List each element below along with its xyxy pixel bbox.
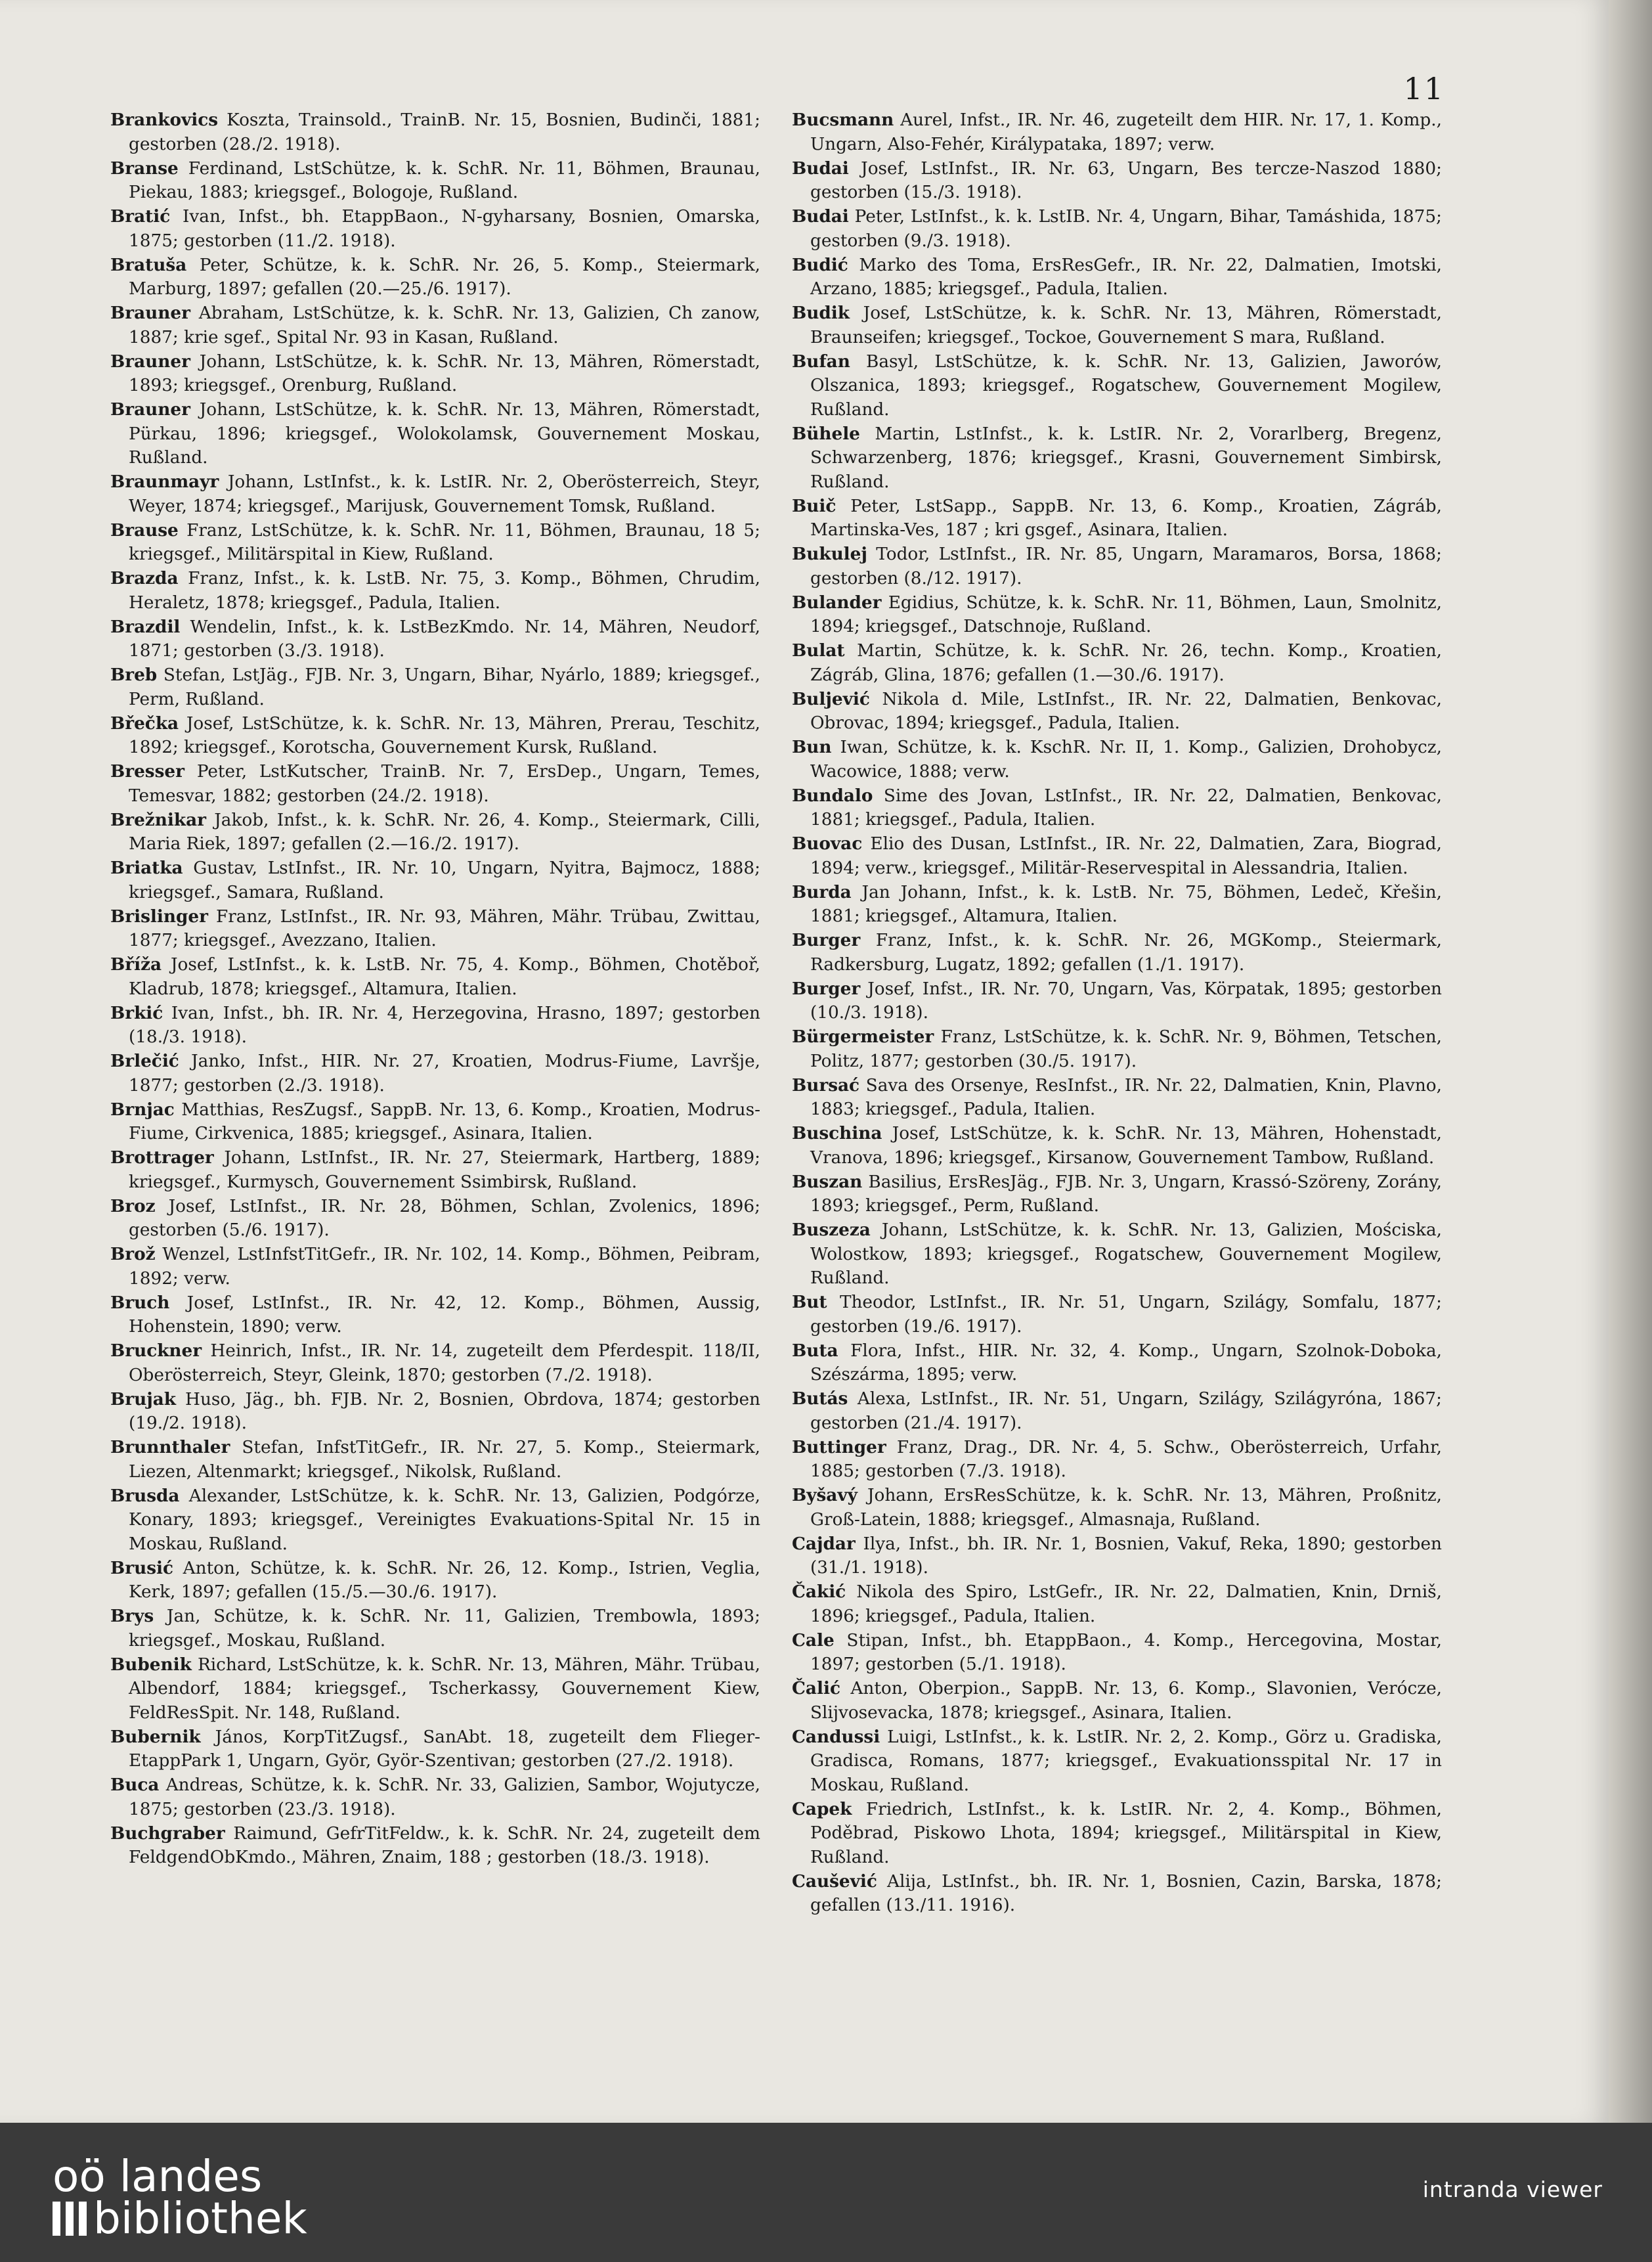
entry-surname: Capek: [792, 1798, 852, 1819]
register-entry: [110, 301, 760, 349]
register-entry: [110, 157, 760, 205]
entry-details: Martin, Schütze, k. k. SchR. Nr. 26, techn. Komp., Kroatien, Zágráb, Glina, 1876; gefallen (1.—30./6. 1917).: [810, 641, 1442, 685]
entry-details: Johann, LstInfst., IR. Nr. 27, Steiermark, Hartberg, 1889; kriegsgef., Kurmysch, Gouvernement Ssimbirsk, Rußland.: [129, 1148, 760, 1192]
entry-details: Anton, Schütze, k. k. SchR. Nr. 26, 12. Komp., Istrien, Veglia, Kerk, 1897; gefallen (15./5.—30./6. 1917).: [129, 1558, 760, 1602]
entry-surname: Bursać: [792, 1075, 860, 1096]
register-entry: [110, 856, 760, 904]
entry-surname: Broz: [110, 1195, 156, 1216]
entry-details: Raimund, GefrTitFeldw., k. k. SchR. Nr. 24, zugeteilt dem FeldgendObKmdo., Mähren, Znaim, 188 ; gestorben (18./3. 1918).: [129, 1823, 760, 1867]
entry-details: Ivan, Infst., bh. IR. Nr. 4, Herzegovina, Hrasno, 1897; gestorben (18./3. 1918).: [129, 1003, 760, 1047]
entry-surname: Butás: [792, 1388, 848, 1409]
entry-details: Josef, LstInfst., k. k. LstB. Nr. 75, 4. Komp., Böhmen, Chotěboř, Kladrub, 1878; kriegsgef., Altamura, Italien.: [129, 955, 760, 999]
entry-details: Egidius, Schütze, k. k. SchR. Nr. 11, Böhmen, Laun, Smolnitz, 1894; kriegsgef., Datschnoje, Rußland.: [810, 592, 1442, 636]
register-entry: [110, 1098, 760, 1146]
entry-details: Basyl, LstSchütze, k. k. SchR. Nr. 13, Galizien, Jaworów, Olszanica, 1893; kriegsgef., Rogatschew, Gouvernement Mogilew, Rußland.: [810, 351, 1442, 420]
entry-surname: Brkić: [110, 1002, 163, 1023]
entry-surname: Břečka: [110, 713, 179, 734]
register-entry: [792, 929, 1442, 977]
entry-surname: Bürgermeister: [792, 1027, 934, 1047]
entry-surname: Brauner: [110, 303, 190, 323]
entry-surname: Bun: [792, 737, 832, 757]
register-entry: [792, 1532, 1442, 1580]
entry-details: Peter, Schütze, k. k. SchR. Nr. 26, 5. Komp., Steiermark, Marburg, 1897; gefallen (20.—25./6. 1917).: [129, 255, 760, 299]
register-entry: [792, 1170, 1442, 1218]
entry-surname: Briatka: [110, 858, 183, 878]
entry-details: Iwan, Schütze, k. k. KschR. Nr. II, 1. Komp., Galizien, Drohobycz, Wacowice, 1888; verw.: [810, 738, 1442, 782]
entry-surname: Brause: [110, 520, 179, 541]
register-entry: [792, 1725, 1442, 1798]
register-entry: [792, 639, 1442, 687]
entry-details: Ilya, Infst., bh. IR. Nr. 1, Bosnien, Vakuf, Reka, 1890; gestorben (31./1. 1918).: [810, 1534, 1442, 1578]
register-entry: [792, 1218, 1442, 1291]
entry-surname: Bufan: [792, 351, 850, 372]
entry-surname: Brujak: [110, 1388, 176, 1409]
register-entry: [792, 495, 1442, 543]
entry-surname: Buovac: [792, 833, 863, 854]
entry-surname: Buca: [110, 1775, 160, 1795]
register-entry: [792, 688, 1442, 736]
register-entry: [110, 205, 760, 253]
register-entry: [110, 1436, 760, 1484]
entry-surname: Candussi: [792, 1726, 880, 1747]
entry-details: Franz, LstSchütze, k. k. SchR. Nr. 9, Böhmen, Tetschen, Politz, 1877; gestorben (30./5. 1917).: [810, 1027, 1442, 1071]
entry-details: Johann, LstSchütze, k. k. SchR. Nr. 13, Mähren, Römerstadt, 1893; kriegsgef., Orenburg, Rußland.: [129, 351, 760, 395]
entry-details: Wenzel, LstInfstTitGefr., IR. Nr. 102, 14. Komp., Böhmen, Peibram, 1892; verw.: [129, 1245, 760, 1289]
entry-details: Johann, LstInfst., k. k. LstIR. Nr. 2, Oberösterreich, Steyr, Weyer, 1874; kriegsgef., Marijusk, Gouvernement Tomsk, Rußland.: [129, 472, 760, 516]
register-entry: [110, 1002, 760, 1050]
entry-details: Aurel, Infst., IR. Nr. 46, zugeteilt dem HIR. Nr. 17, 1. Komp., Ungarn, Also-Fehér, Királypataka, 1897; verw.: [810, 110, 1442, 154]
register-entry: [792, 1870, 1442, 1918]
register-entry: [110, 1822, 760, 1870]
entry-details: Wendelin, Infst., k. k. LstBezKmdo. Nr. 14, Mähren, Neudorf, 1871; gestorben (3./3. 1918).: [129, 617, 760, 661]
entry-surname: Buszan: [792, 1171, 863, 1192]
entry-surname: Branse: [110, 158, 179, 179]
logo-line-1: oö landes: [53, 2151, 263, 2202]
entry-surname: Bubernik: [110, 1726, 201, 1747]
entry-surname: Brunnthaler: [110, 1437, 230, 1457]
register-entry: [792, 977, 1442, 1025]
register-entry: [792, 591, 1442, 639]
logo-line-2: bibliothek: [93, 2193, 307, 2244]
register-entry: [110, 1291, 760, 1339]
entry-details: Marko des Toma, ErsResGefr., IR. Nr. 22, Dalmatien, Imotski, Arzano, 1885; kriegsgef., Padula, Italien.: [810, 255, 1442, 299]
register-entry: [110, 398, 760, 470]
register-entry: [110, 519, 760, 567]
entry-details: Peter, LstKutscher, TrainB. Nr. 7, ErsDep., Ungarn, Temes, Temesvar, 1882; gestorben (24./2. 1918).: [129, 762, 760, 806]
register-entry: [110, 905, 760, 953]
register-entry: [110, 1050, 760, 1098]
register-entry: [110, 108, 760, 156]
library-logo[interactable]: [53, 2151, 307, 2244]
register-entry: [110, 1653, 760, 1725]
entry-details: Gustav, LstInfst., IR. Nr. 10, Ungarn, Nyitra, Bajmocz, 1888; kriegsgef., Samara, Rußland.: [129, 858, 760, 902]
entry-surname: Bruch: [110, 1292, 170, 1313]
register-entry: [110, 1605, 760, 1652]
entry-surname: Buič: [792, 495, 837, 516]
viewer-brand-label: intranda viewer: [1422, 2177, 1603, 2202]
entry-surname: Bukulej: [792, 544, 867, 564]
entry-surname: Brežnikar: [110, 809, 206, 830]
register-entry: [110, 712, 760, 760]
entry-details: Stefan, InfstTitGefr., IR. Nr. 27, 5. Komp., Steiermark, Liezen, Altenmarkt; kriegsgef., Nikolsk, Rußland.: [129, 1438, 760, 1482]
entry-details: Franz, Infst., k. k. LstB. Nr. 75, 3. Komp., Böhmen, Chrudim, Heraletz, 1878; kriegsgef., Padula, Italien.: [129, 569, 760, 613]
page-edge-shadow: [1609, 0, 1652, 2123]
entry-surname: Bundalo: [792, 785, 873, 806]
entry-details: Peter, LstSapp., SappB. Nr. 13, 6. Komp., Kroatien, Zágráb, Martinska-Ves, 187 ; kri gsgef., Asinara, Italien.: [810, 496, 1442, 540]
entry-details: Alija, LstInfst., bh. IR. Nr. 1, Bosnien, Cazin, Barska, 1878; gefallen (13./11. 1916).: [810, 1871, 1442, 1915]
entry-details: Koszta, Trainsold., TrainB. Nr. 15, Bosnien, Budinči, 1881; gestorben (28./2. 1918).: [129, 110, 760, 154]
register-entry: [110, 615, 760, 663]
register-entry: [792, 1074, 1442, 1122]
entry-details: Stefan, LstJäg., FJB. Nr. 3, Ungarn, Bihar, Nyárlo, 1889; kriegsgef., Perm, Rußland.: [129, 665, 760, 709]
register-entry: [792, 108, 1442, 156]
entry-details: Stipan, Infst., bh. EtappBaon., 4. Komp., Hercegovina, Mostar, 1897; gestorben (5./1. 1918).: [810, 1630, 1442, 1674]
register-entry: [792, 1025, 1442, 1073]
register-entry: [792, 422, 1442, 495]
entry-details: Basilius, ErsResJäg., FJB. Nr. 3, Ungarn, Krassó-Szöreny, Zorány, 1893; kriegsgef., Perm, Rußland.: [810, 1172, 1442, 1216]
entry-details: Anton, Oberpion., SappB. Nr. 13, 6. Komp., Slavonien, Verócze, Slijvosevacka, 1878; kriegsgef., Asinara, Italien.: [810, 1679, 1442, 1723]
entry-surname: Buszeza: [792, 1220, 871, 1240]
entry-details: Janko, Infst., HIR. Nr. 27, Kroatien, Modrus-Fiume, Lavršje, 1877; gestorben (2./3. 1918).: [129, 1052, 760, 1096]
entry-surname: Breb: [110, 665, 158, 685]
register-entry: [110, 809, 760, 856]
entry-details: Huso, Jäg., bh. FJB. Nr. 2, Bosnien, Obrdova, 1874; gestorben (19./2. 1918).: [129, 1389, 760, 1433]
entry-surname: Brnjac: [110, 1099, 175, 1120]
entry-surname: Budai: [792, 206, 849, 227]
register-entry: [110, 1484, 760, 1557]
register-entry: [110, 1339, 760, 1387]
entry-surname: Buschina: [792, 1123, 882, 1143]
entry-details: Franz, LstSchütze, k. k. SchR. Nr. 11, Böhmen, Braunau, 18 5; kriegsgef., Militärspital in Kiew, Rußland.: [129, 520, 760, 564]
entry-surname: Budik: [792, 303, 850, 323]
entry-details: Jan Johann, Infst., k. k. LstB. Nr. 75, Böhmen, Ledeč, Křešin, 1881; kriegsgef., Altamura, Italien.: [810, 882, 1442, 926]
register-entry: [792, 1291, 1442, 1339]
entry-details: Johann, ErsResSchütze, k. k. SchR. Nr. 13, Mähren, Proßnitz, Groß-Latein, 1888; kriegsgef., Almasnaja, Rußland.: [810, 1486, 1442, 1530]
register-entry: [792, 1629, 1442, 1677]
entry-details: Franz, Drag., DR. Nr. 4, 5. Schw., Oberösterreich, Urfahr, 1885; gestorben (7./3. 1918).: [810, 1437, 1442, 1481]
entry-surname: Bruckner: [110, 1341, 202, 1361]
entry-details: Franz, LstInfst., IR. Nr. 93, Mähren, Mähr. Trübau, Zwittau, 1877; kriegsgef., Avezzano, Italien.: [129, 906, 760, 950]
entry-surname: Bulat: [792, 640, 845, 661]
entry-surname: Budić: [792, 254, 848, 275]
entry-surname: Burger: [792, 978, 861, 999]
entry-surname: Brazdil: [110, 616, 181, 637]
entry-surname: Brusda: [110, 1485, 180, 1506]
entry-details: Josef, LstSchütze, k. k. SchR. Nr. 13, Mähren, Hohenstadt, Vranova, 1896; kriegsgef., Kirsanow, Gouvernement Tambow, Rußland.: [810, 1124, 1442, 1168]
entry-surname: Bříža: [110, 954, 162, 975]
entry-details: Johann, LstSchütze, k. k. SchR. Nr. 13, Galizien, Mościska, Wolostkow, 1893; kriegsgef., Rogatschew, Gouvernement Mogilew, Rußland.: [810, 1220, 1442, 1288]
entry-details: Flora, Infst., HIR. Nr. 32, 4. Komp., Ungarn, Szolnok-Doboka, Szészárma, 1895; verw.: [810, 1341, 1442, 1385]
entry-surname: Bucsmann: [792, 110, 894, 130]
entry-surname: Cajdar: [792, 1533, 856, 1554]
entry-details: Josef, LstInfst., IR. Nr. 63, Ungarn, Bes tercze-Naszod 1880; gestorben (15./3. 1918).: [810, 158, 1442, 202]
register-entry: [792, 1484, 1442, 1532]
register-entry: [792, 736, 1442, 784]
register-entry: [792, 1580, 1442, 1628]
entry-details: Nikola des Spiro, LstGefr., IR. Nr. 22, Dalmatien, Knin, Drniš, 1896; kriegsgef., Padula, Italien.: [810, 1582, 1442, 1626]
entry-details: Abraham, LstSchütze, k. k. SchR. Nr. 13, Galizien, Ch zanow, 1887; krie sgef., Spital Nr. 93 in Kasan, Rußland.: [129, 303, 760, 347]
register-entry: [792, 301, 1442, 349]
register-entry: [110, 1773, 760, 1821]
entry-details: Johann, LstSchütze, k. k. SchR. Nr. 13, Mähren, Römerstadt, Pürkau, 1896; kriegsgef., Wolokolamsk, Gouvernement Moskau, Rußland.: [129, 400, 760, 468]
entry-details: Andreas, Schütze, k. k. SchR. Nr. 33, Galizien, Sambor, Wojutycze, 1875; gestorben (23./3. 1918).: [129, 1775, 760, 1819]
register-entry: [792, 1339, 1442, 1387]
entry-surname: But: [792, 1292, 827, 1312]
entry-surname: Cale: [792, 1630, 835, 1651]
entry-surname: Čalić: [792, 1678, 840, 1698]
entry-details: Josef, Infst., IR. Nr. 70, Ungarn, Vas, Körpatak, 1895; gestorben (10./3. 1918).: [810, 979, 1442, 1023]
entry-surname: Bulander: [792, 592, 882, 613]
entry-details: Alexa, LstInfst., IR. Nr. 51, Ungarn, Szilágy, Szilágyróna, 1867; gestorben (21./4. 1917).: [810, 1389, 1442, 1433]
entry-details: János, KorpTitZugsf., SanAbt. 18, zugeteilt dem Flieger-EtappPark 1, Ungarn, Györ, Györ-Szentivan; gestorben (27./2. 1918).: [129, 1727, 760, 1771]
register-entry: [792, 205, 1442, 253]
register-entry: [792, 1436, 1442, 1484]
entry-surname: Bubenik: [110, 1654, 192, 1675]
entry-surname: Bratuša: [110, 254, 187, 275]
entry-details: Jakob, Infst., k. k. SchR. Nr. 26, 4. Komp., Steiermark, Cilli, Maria Riek, 1897; gefallen (2.—16./2. 1917).: [129, 810, 760, 854]
entry-details: Martin, LstInfst., k. k. LstIR. Nr. 2, Vorarlberg, Bregenz, Schwarzenberg, 1876; kriegsgef., Krasni, Gouvernement Simbirsk, Rußland.: [810, 424, 1442, 492]
entry-details: Franz, Infst., k. k. SchR. Nr. 26, MGKomp., Steiermark, Radkersburg, Lugatz, 1892; gefallen (1./1. 1917).: [810, 931, 1442, 975]
register-entry: [110, 350, 760, 398]
entry-surname: Braunmayr: [110, 472, 219, 492]
entry-surname: Čakić: [792, 1582, 846, 1602]
entry-details: Jan, Schütze, k. k. SchR. Nr. 11, Galizien, Trembowla, 1893; kriegsgef., Moskau, Rußland.: [129, 1607, 760, 1651]
entry-details: Richard, LstSchütze, k. k. SchR. Nr. 13, Mähren, Mähr. Trübau, Albendorf, 1884; kriegsgef., Tscherkassy, Gouvernement Kiew, FeldResSpit. Nr. 148, Rußland.: [129, 1654, 760, 1723]
entry-details: Peter, LstInfst., k. k. LstIB. Nr. 4, Ungarn, Bihar, Tamáshida, 1875; gestorben (9./3. 1918).: [810, 207, 1442, 251]
register-entry: [110, 1725, 760, 1773]
entry-details: Heinrich, Infst., IR. Nr. 14, zugeteilt dem Pferdespit. 118/II, Oberösterreich, Steyr, Gleink, 1870; gestorben (7./2. 1918).: [129, 1341, 760, 1385]
register-entry: [792, 784, 1442, 832]
viewer-footer: [0, 2123, 1652, 2262]
entry-details: Luigi, LstInfst., k. k. LstIR. Nr. 2, 2. Komp., Görz u. Gradiska, Gradisca, Romans, 1877; kriegsgef., Evakuationsspital Nr. 17 in Moskau, Rußland.: [810, 1727, 1442, 1795]
entry-surname: Bresser: [110, 761, 185, 782]
entry-surname: Brauner: [110, 399, 190, 420]
entry-details: Alexander, LstSchütze, k. k. SchR. Nr. 13, Galizien, Podgórze, Konary, 1893; kriegsgef., Vereinigtes Evakuations-Spital Nr. 15 in Moskau, Rußland.: [129, 1486, 760, 1554]
register-entry: [110, 1146, 760, 1194]
logo-line-2-wrap: [53, 2193, 307, 2244]
entry-surname: Brož: [110, 1244, 156, 1264]
entry-details: Josef, LstInfst., IR. Nr. 28, Böhmen, Schlan, Zvolenics, 1896; gestorben (5./6. 1917).: [129, 1196, 760, 1240]
register-entry: [110, 1388, 760, 1436]
entry-details: Sime des Jovan, LstInfst., IR. Nr. 22, Dalmatien, Benkovac, 1881; kriegsgef., Padula, Italien.: [810, 786, 1442, 830]
entry-surname: Brislinger: [110, 906, 208, 927]
register-entry: [110, 1243, 760, 1291]
register-entry: [792, 1387, 1442, 1435]
register-entry: [110, 567, 760, 615]
register-entry: [110, 470, 760, 518]
left-column: [110, 108, 760, 1870]
entry-details: Josef, LstSchütze, k. k. SchR. Nr. 13, Mähren, Prerau, Teschitz, 1892; kriegsgef., Korotscha, Gouvernement Kursk, Rußland.: [129, 713, 760, 757]
entry-surname: Brottrager: [110, 1147, 214, 1168]
entry-details: Elio des Dusan, LstInfst., IR. Nr. 22, Dalmatien, Zara, Biograd, 1894; verw., kriegsgef., Militär-Reservespital in Alessandria, Italien.: [810, 834, 1442, 878]
register-entry: [792, 1122, 1442, 1170]
entry-surname: Burger: [792, 930, 861, 950]
entry-details: Ivan, Infst., bh. EtappBaon., N-gyharsany, Bosnien, Omarska, 1875; gestorben (11./2. 1918).: [129, 207, 760, 251]
entry-surname: Buljević: [792, 688, 870, 709]
entry-surname: Caušević: [792, 1871, 877, 1892]
register-entry: [792, 350, 1442, 422]
register-entry: [110, 1557, 760, 1605]
entry-details: Ferdinand, LstSchütze, k. k. SchR. Nr. 11, Böhmen, Braunau, Piekau, 1883; kriegsgef., Bologoje, Rußland.: [129, 158, 760, 202]
entry-details: Theodor, LstInfst., IR. Nr. 51, Ungarn, Szilágy, Somfalu, 1877; gestorben (19./6. 1917).: [810, 1293, 1442, 1337]
entry-details: Matthias, ResZugsf., SappB. Nr. 13, 6. Komp., Kroatien, Modrus-Fiume, Cirkvenica, 1885; kriegsgef., Asinara, Italien.: [129, 1099, 760, 1143]
entry-details: Todor, LstInfst., IR. Nr. 85, Ungarn, Maramaros, Borsa, 1868; gestorben (8./12. 1917).: [810, 544, 1442, 588]
register-entry: [110, 663, 760, 711]
entry-details: Josef, LstSchütze, k. k. SchR. Nr. 13, Mähren, Römerstadt, Braunseifen; kriegsgef., Tockoe, Gouvernement S mara, Rußland.: [810, 303, 1442, 347]
entry-surname: Buttinger: [792, 1436, 886, 1457]
entry-surname: Budai: [792, 158, 849, 179]
register-entry: [110, 953, 760, 1001]
register-entry: [110, 1195, 760, 1243]
entry-surname: Bühele: [792, 423, 860, 444]
entry-surname: Brauner: [110, 351, 190, 372]
entry-surname: Brlečić: [110, 1051, 179, 1071]
entry-details: Friedrich, LstInfst., k. k. LstIR. Nr. 2, 4. Komp., Böhmen, Poděbrad, Piskowo Lhota, 1894; kriegsgef., Militärspital in Kiew, Rußland.: [810, 1799, 1442, 1867]
entry-surname: Brazda: [110, 568, 179, 588]
register-entry: [110, 760, 760, 808]
register-entry: [110, 254, 760, 301]
register-entry: [792, 881, 1442, 929]
right-column: [792, 108, 1442, 1918]
register-entry: [792, 254, 1442, 301]
register-entry: [792, 1677, 1442, 1725]
entry-surname: Brys: [110, 1606, 154, 1626]
register-entry: [792, 1798, 1442, 1870]
logo-bars-icon: [53, 2202, 87, 2236]
register-entry: [792, 543, 1442, 590]
entry-details: Josef, LstInfst., IR. Nr. 42, 12. Komp., Böhmen, Aussig, Hohenstein, 1890; verw.: [129, 1293, 760, 1337]
entry-details: Nikola d. Mile, LstInfst., IR. Nr. 22, Dalmatien, Benkovac, Obrovac, 1894; kriegsgef., Padula, Italien.: [810, 689, 1442, 733]
entry-surname: Buta: [792, 1340, 838, 1361]
entry-surname: Buchgraber: [110, 1823, 225, 1844]
register-entry: [792, 832, 1442, 880]
entry-surname: Brankovics: [110, 110, 219, 130]
entry-details: Sava des Orsenye, ResInfst., IR. Nr. 22, Dalmatien, Knin, Plavno, 1883; kriegsgef., Padula, Italien.: [810, 1075, 1442, 1119]
entry-surname: Burda: [792, 881, 852, 902]
entry-surname: Bratić: [110, 206, 171, 227]
entry-surname: Brusić: [110, 1557, 174, 1578]
entry-surname: Byšavý: [792, 1485, 858, 1505]
register-entry: [792, 157, 1442, 205]
page-number: 11: [1403, 71, 1445, 106]
